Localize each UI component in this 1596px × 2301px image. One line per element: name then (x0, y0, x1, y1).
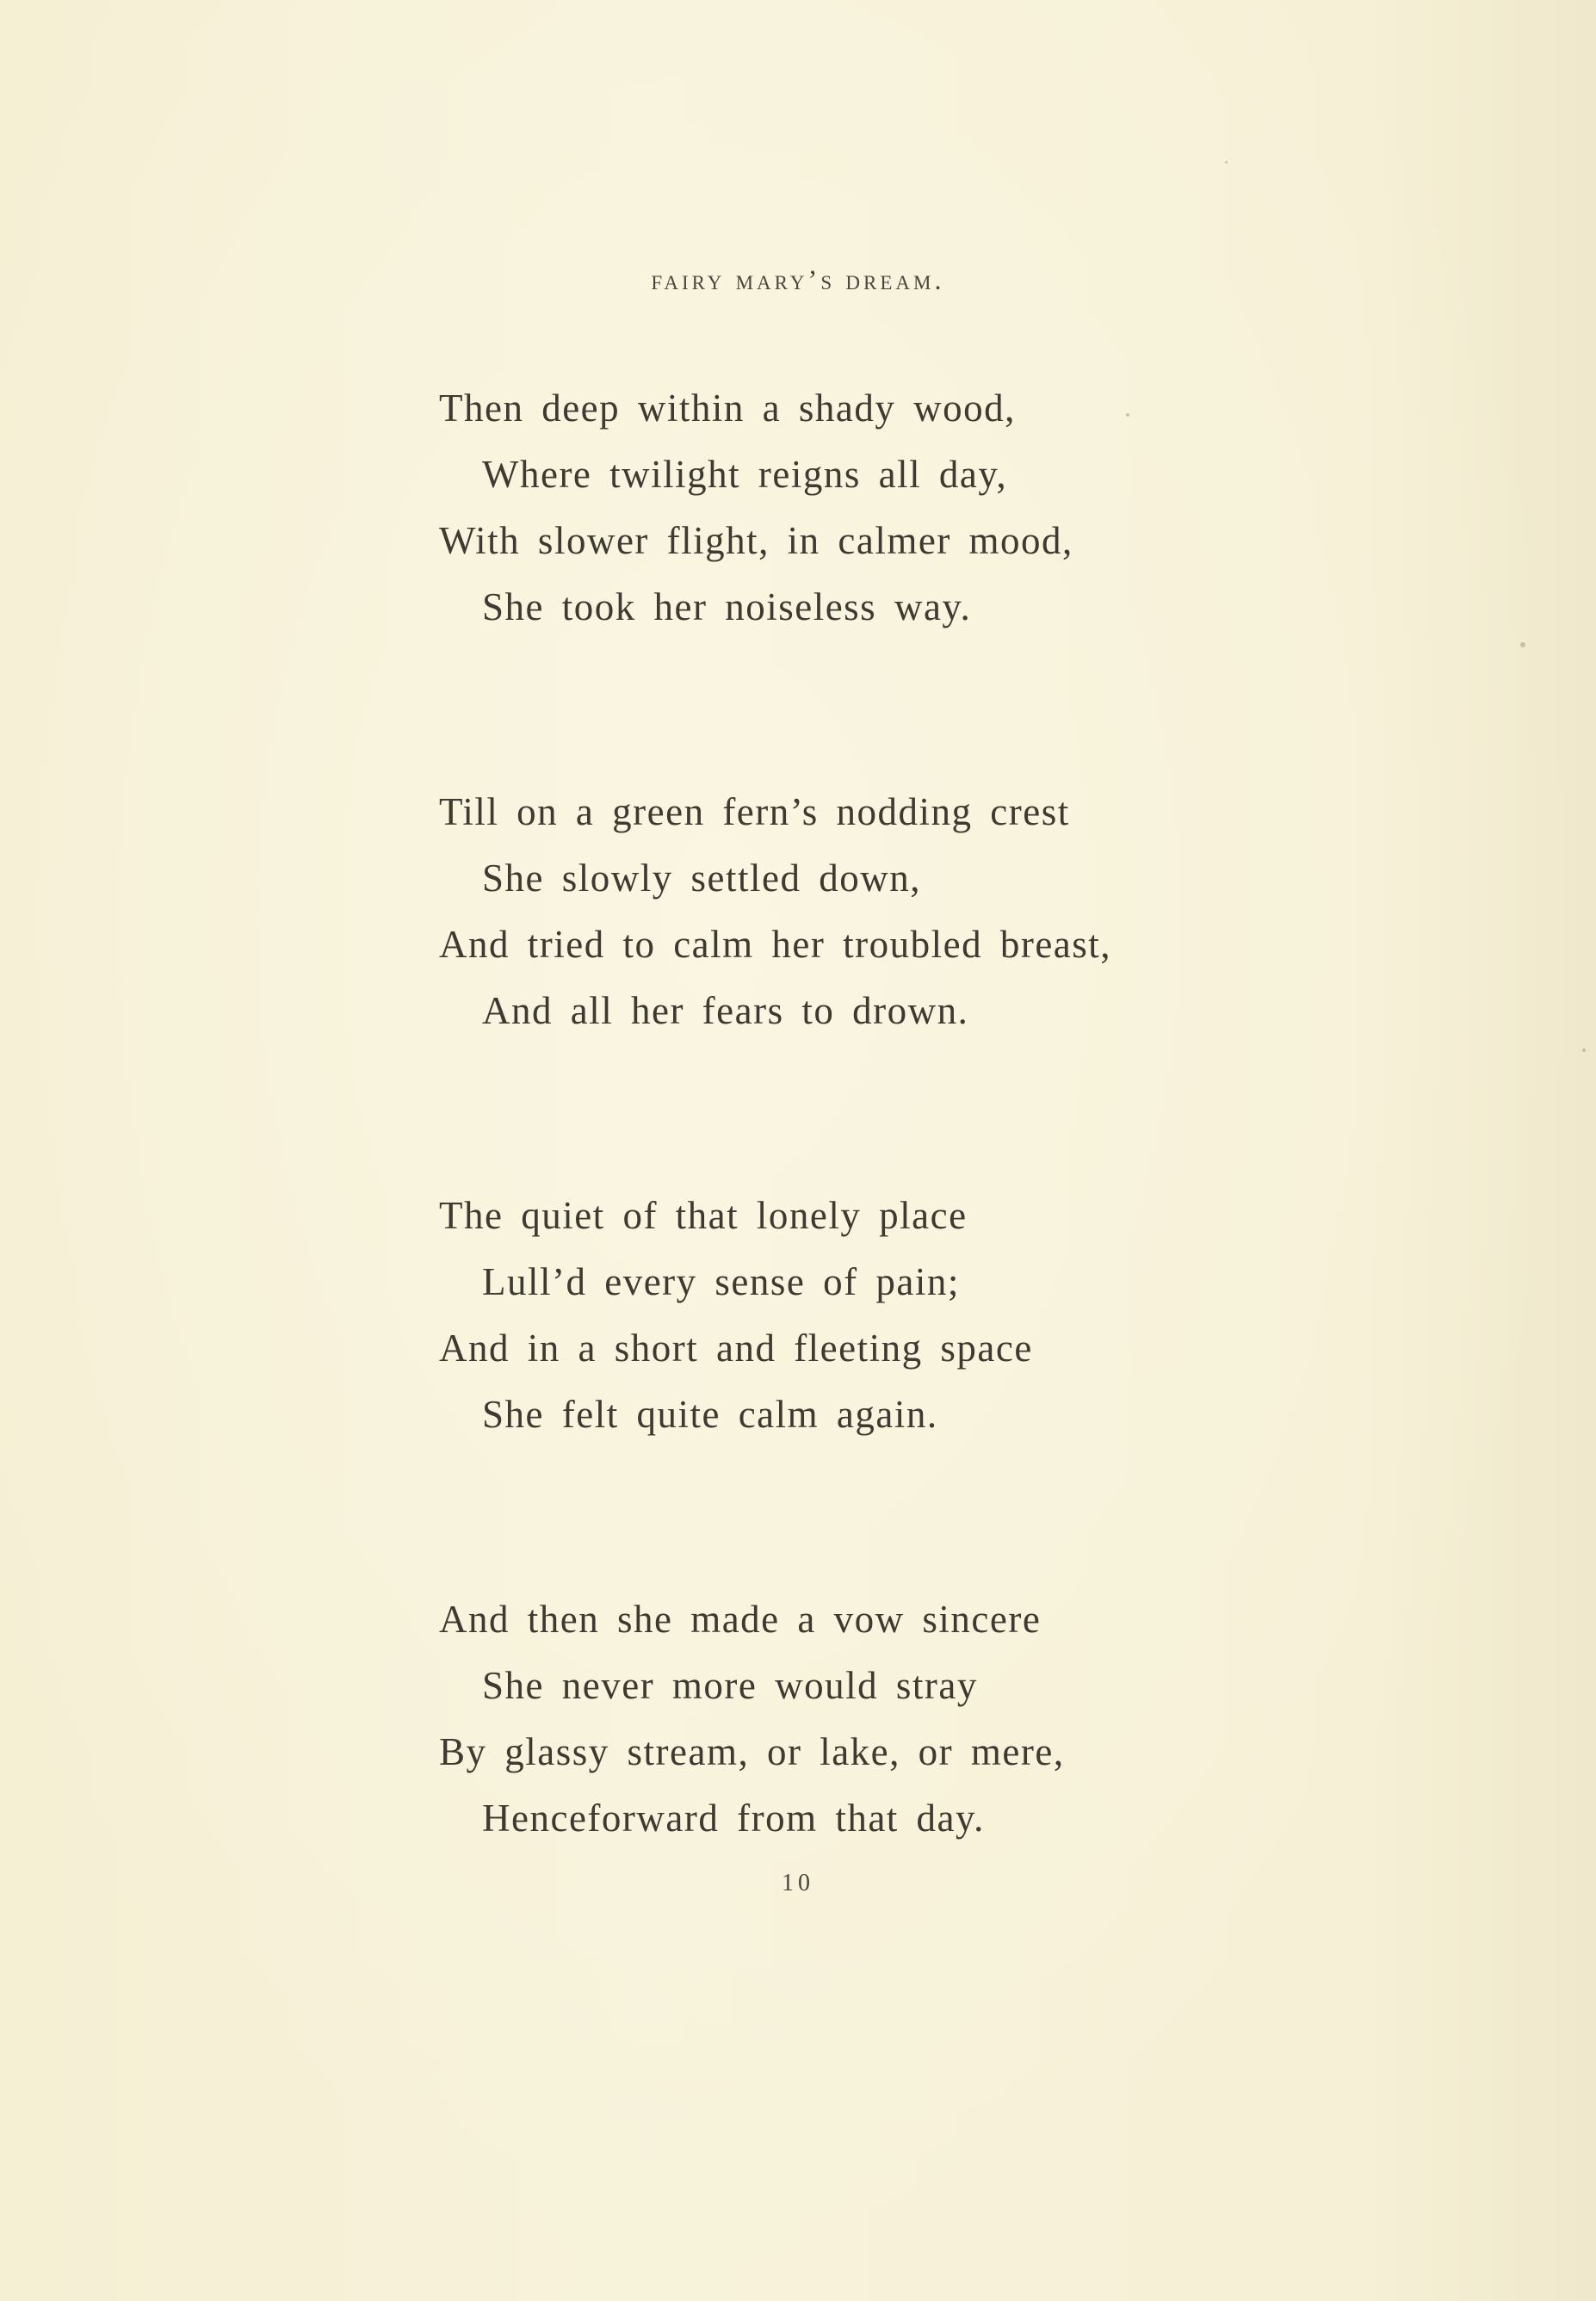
poem-line: And tried to calm her troubled breast, (439, 923, 1112, 966)
poem-line: Till on a green fern’s nodding crest (439, 790, 1070, 833)
paper-speck (1225, 161, 1228, 164)
paper-speck (1520, 642, 1525, 647)
poem-line: And then she made a vow sincere (439, 1598, 1042, 1641)
stanza (439, 779, 1300, 1044)
poem-line: And in a short and fleeting space (439, 1327, 1033, 1370)
poem-line: With slower flight, in calmer mood, (439, 519, 1073, 562)
stanza (439, 1587, 1300, 1852)
poem-line: She felt quite calm again. (482, 1393, 938, 1436)
poem-line: Henceforward from that day. (482, 1797, 985, 1840)
poem-line: The quiet of that lonely place (439, 1194, 968, 1237)
page-number: 10 (782, 1870, 814, 1896)
paper-speck (1582, 1048, 1586, 1052)
running-head: fairy mary’s dream. (651, 265, 945, 296)
poem-line: Lull’d every sense of pain; (482, 1260, 960, 1303)
poem-line: By glassy stream, or lake, or mere, (439, 1730, 1065, 1773)
poem (439, 375, 1300, 1852)
poem-line: She never more would stray (482, 1664, 978, 1707)
paper-speck (1126, 413, 1129, 417)
stanza (439, 1183, 1300, 1448)
poem-line: She took her noiseless way. (482, 585, 972, 628)
stanza (439, 375, 1300, 640)
poem-line: Where twilight reigns all day, (482, 453, 1008, 496)
poem-line: She slowly settled down, (482, 857, 921, 900)
poem-line: Then deep within a shady wood, (439, 387, 1016, 430)
poem-line: And all her fears to drown. (482, 989, 969, 1032)
